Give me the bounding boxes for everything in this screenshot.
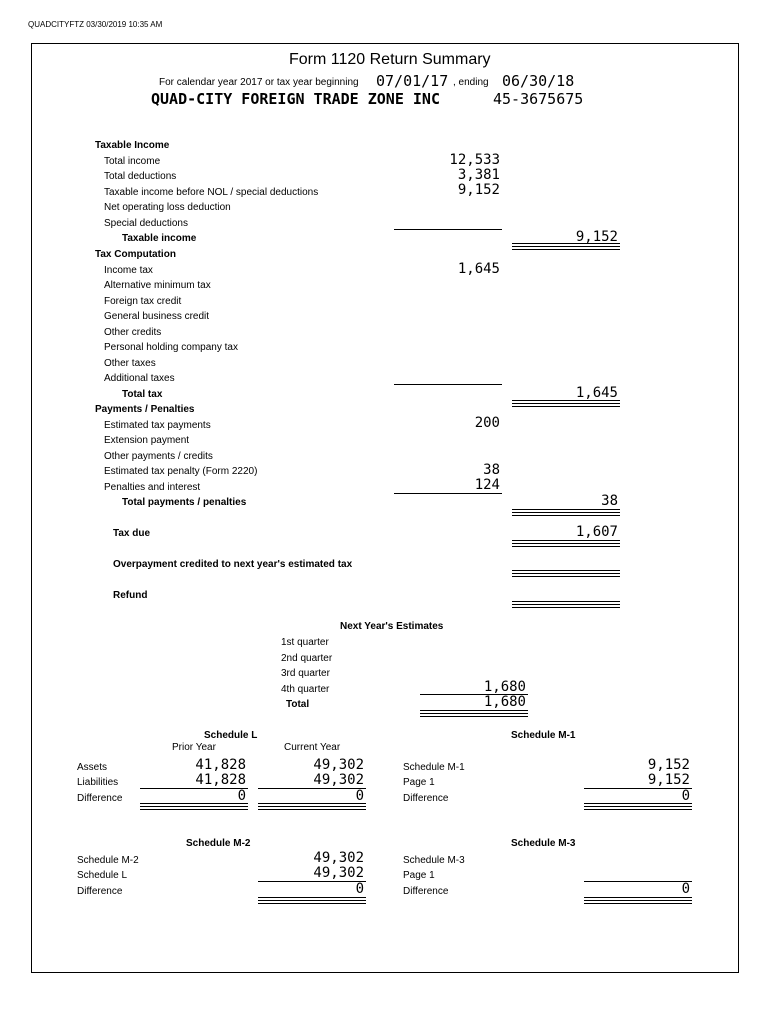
total-rule [258,803,366,804]
ending-label: , ending [453,77,489,88]
total-rule [512,400,620,401]
subtotal-rule [394,384,502,385]
company-name: QUAD-CITY FOREIGN TRADE ZONE INC [151,90,440,108]
ein: 45-3675675 [493,90,584,108]
m2-value: 49,302 [313,850,364,866]
schedule-l-diff-current: 0 [355,788,364,804]
current-year-label: Current Year [284,742,341,753]
q2-label: 2nd quarter [281,653,333,664]
print-stamp: QUADCITYFTZ 03/30/2019 10:35 AM [28,20,163,29]
double-rule [584,900,692,904]
additional-taxes-label: Additional taxes [104,373,175,384]
phc-tax-label: Personal holding company tax [104,342,238,353]
estimated-penalty-value: 38 [483,462,500,478]
total-rule [584,803,692,804]
other-credits-label: Other credits [104,327,162,338]
m3-label: Schedule M-3 [403,855,465,866]
total-rule [512,509,620,510]
assets-prior-value: 41,828 [195,757,246,773]
nol-label: Net operating loss deduction [104,202,231,213]
total-rule [512,540,620,541]
m2-schedule-l-value: 49,302 [313,865,364,881]
subtotal-rule [394,493,502,494]
total-income-value: 12,533 [449,152,500,168]
subtotal-rule [394,229,502,230]
before-nol-label: Taxable income before NOL / special deductions [104,187,319,198]
q4-label: 4th quarter [281,684,330,695]
assets-label: Assets [77,762,108,773]
m2-difference-value: 0 [355,881,364,897]
schedule-l-heading: Schedule L [204,730,258,741]
double-rule [512,403,620,407]
form-frame [31,43,739,973]
total-rule [420,710,528,711]
estimates-total-value: 1,680 [483,694,526,710]
other-payments-label: Other payments / credits [104,451,213,462]
total-rule [140,803,248,804]
total-tax-value: 1,645 [575,385,618,401]
payments-heading: Payments / Penalties [95,404,195,415]
estimates-heading: Next Year's Estimates [340,621,444,632]
refund-label: Refund [113,590,148,601]
income-tax-value: 1,645 [457,261,500,277]
q4-value: 1,680 [483,679,526,695]
estimated-penalty-label: Estimated tax penalty (Form 2220) [104,466,258,477]
double-rule [258,900,366,904]
double-rule [584,806,692,810]
tax-year-prefix: For calendar year 2017 or tax year beginning [159,77,359,88]
schedule-m1-heading: Schedule M-1 [511,730,576,741]
tax-due-label: Tax due [113,528,151,539]
q3-label: 3rd quarter [281,668,330,679]
total-payments-label: Total payments / penalties [122,497,247,508]
schedule-m2-heading: Schedule M-2 [186,838,251,849]
schedule-l-difference-label: Difference [77,793,123,804]
m1-value: 9,152 [647,757,690,773]
m1-difference-label: Difference [403,793,449,804]
overpayment-label: Overpayment credited to next year's estimated tax [113,559,353,570]
m1-page1-value: 9,152 [647,772,690,788]
special-deductions-label: Special deductions [104,218,188,229]
double-rule [512,512,620,516]
m3-page1-label: Page 1 [403,870,435,881]
double-rule [258,806,366,810]
income-tax-label: Income tax [104,265,153,276]
m1-page1-label: Page 1 [403,777,435,788]
double-rule [512,543,620,547]
total-deductions-value: 3,381 [457,167,500,183]
liabilities-prior-value: 41,828 [195,772,246,788]
m2-label: Schedule M-2 [77,855,139,866]
penalties-interest-label: Penalties and interest [104,482,201,493]
page-title: Form 1120 Return Summary [289,51,491,68]
tax-computation-heading: Tax Computation [95,249,176,260]
foreign-tax-credit-label: Foreign tax credit [104,296,182,307]
taxable-income-heading: Taxable Income [95,140,170,151]
q1-label: 1st quarter [281,637,329,648]
taxable-income-value: 9,152 [575,229,618,245]
m1-label: Schedule M-1 [403,762,465,773]
taxable-income-label: Taxable income [122,233,197,244]
begin-date: 07/01/17 [376,72,449,90]
estimates-total-label: Total [286,699,310,710]
assets-current-value: 49,302 [313,757,364,773]
double-rule [512,573,620,577]
m3-difference-value: 0 [681,881,690,897]
total-tax-label: Total tax [122,389,163,400]
schedule-m3-heading: Schedule M-3 [511,838,576,849]
double-rule [512,246,620,250]
general-business-credit-label: General business credit [104,311,210,322]
liabilities-current-value: 49,302 [313,772,364,788]
liabilities-label: Liabilities [77,777,119,788]
schedule-l-diff-prior: 0 [237,788,246,804]
estimated-payments-label: Estimated tax payments [104,420,211,431]
penalties-interest-value: 124 [474,477,500,493]
total-income-label: Total income [104,156,161,167]
before-nol-value: 9,152 [457,182,500,198]
double-rule [140,806,248,810]
double-rule [420,713,528,717]
total-rule [584,897,692,898]
total-rule [512,243,620,244]
tax-due-value: 1,607 [575,524,618,540]
m2-difference-label: Difference [77,886,123,897]
end-date: 06/30/18 [502,72,575,90]
total-payments-value: 38 [601,493,618,509]
extension-payment-label: Extension payment [104,435,190,446]
other-taxes-label: Other taxes [104,358,156,369]
m3-difference-label: Difference [403,886,449,897]
total-rule [512,570,620,571]
total-rule [512,601,620,602]
amt-label: Alternative minimum tax [104,280,211,291]
estimated-payments-value: 200 [474,415,500,431]
total-rule [258,897,366,898]
m1-difference-value: 0 [681,788,690,804]
double-rule [512,604,620,608]
prior-year-label: Prior Year [172,742,216,753]
m2-schedule-l-label: Schedule L [77,870,128,881]
total-deductions-label: Total deductions [104,171,177,182]
